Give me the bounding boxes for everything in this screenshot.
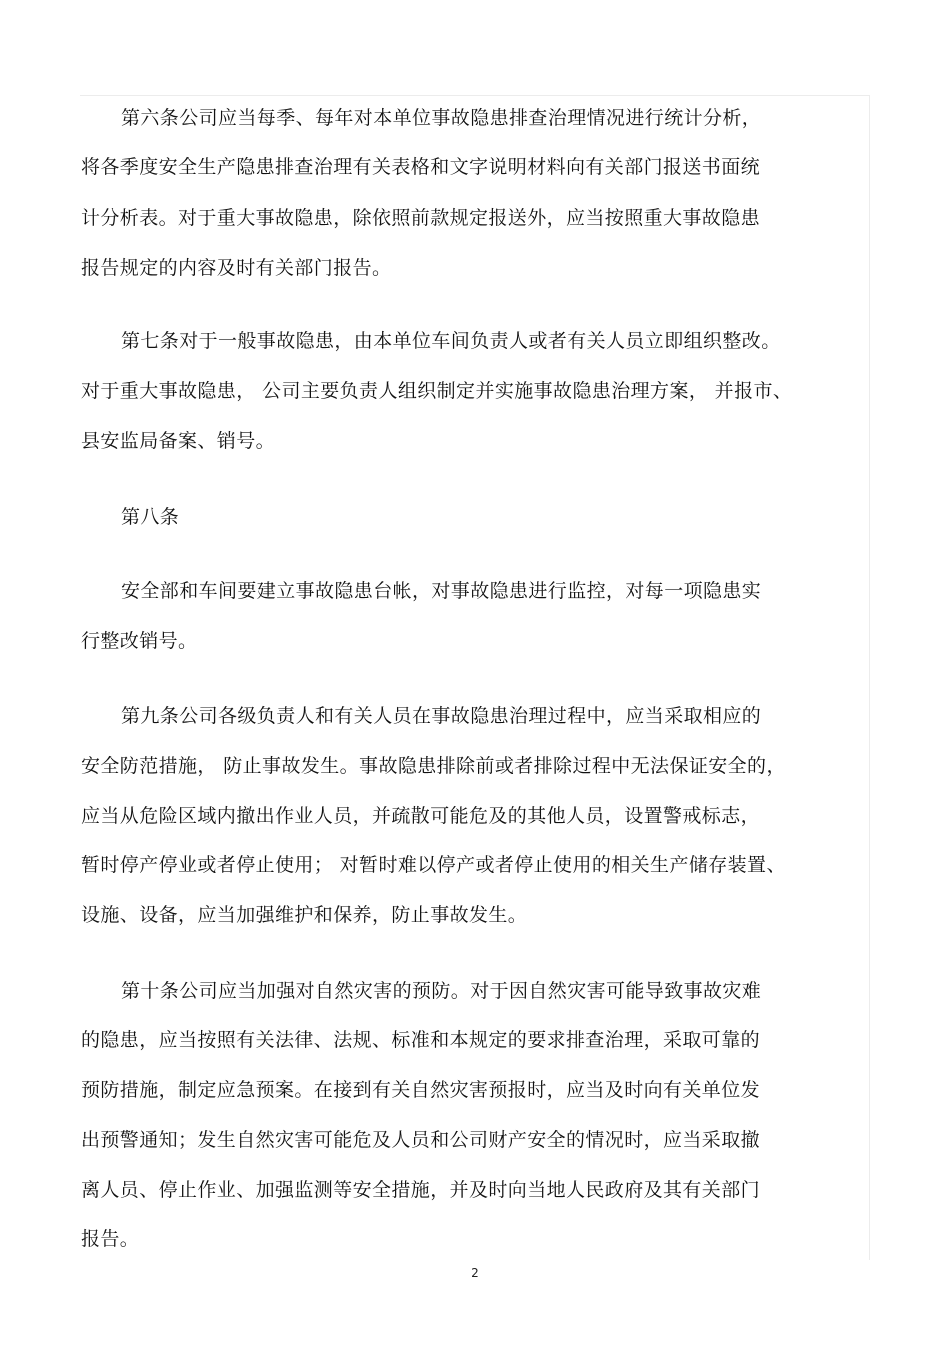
text-line: 的隐患，应当按照有关法律、法规、标准和本规定的要求排查治理，采取可靠的 (81, 1029, 761, 1051)
text-line: 县安监局备案、销号。 (81, 430, 276, 452)
text-line: 出预警通知；发生自然灾害可能危及人员和公司财产安全的情况时，应当采取撤 (81, 1129, 761, 1151)
text-line: 预防措施，制定应急预案。在接到有关自然灾害预报时，应当及时向有关单位发 (81, 1079, 761, 1101)
text-line: 计分析表。对于重大事故隐患，除依照前款规定报送外，应当按照重大事故隐患 (81, 207, 761, 229)
text-line: 第八条 (121, 506, 180, 528)
text-line: 行整改销号。 (81, 630, 198, 652)
text-line: 报告规定的内容及时有关部门报告。 (81, 257, 392, 279)
text-line: 离人员、停止作业、加强监测等安全措施，并及时向当地人民政府及其有关部门 (81, 1179, 761, 1201)
text-line: 第七条对于一般事故隐患，由本单位车间负责人或者有关人员立即组织整改。 (121, 330, 781, 352)
text-line: 应当从危险区域内撤出作业人员，并疏散可能危及的其他人员，设置警戒标志， (81, 805, 761, 827)
text-line: 设施、设备，应当加强维护和保养，防止事故发生。 (81, 904, 528, 926)
text-line: 将各季度安全生产隐患排查治理有关表格和文字说明材料向有关部门报送书面统 (81, 156, 761, 178)
text-line: 第六条公司应当每季、每年对本单位事故隐患排查治理情况进行统计分析， (121, 107, 762, 129)
text-line: 第十条公司应当加强对自然灾害的预防。对于因自然灾害可能导致事故灾难 (121, 980, 762, 1002)
text-line: 安全防范措施， 防止事故发生。事故隐患排除前或者排除过程中无法保证安全的， (81, 755, 786, 777)
text-line: 暂时停产停业或者停止使用； 对暂时难以停产或者停止使用的相关生产储存装置、 (81, 854, 786, 876)
text-line: 对于重大事故隐患， 公司主要负责人组织制定并实施事故隐患治理方案， 并报市、 (81, 380, 793, 402)
text-line: 安全部和车间要建立事故隐患台帐，对事故隐患进行监控，对每一项隐患实 (121, 580, 762, 602)
text-line: 报告。 (81, 1228, 140, 1250)
page-number: 2 (471, 1266, 479, 1280)
text-line: 第九条公司各级负责人和有关人员在事故隐患治理过程中，应当采取相应的 (121, 705, 762, 727)
